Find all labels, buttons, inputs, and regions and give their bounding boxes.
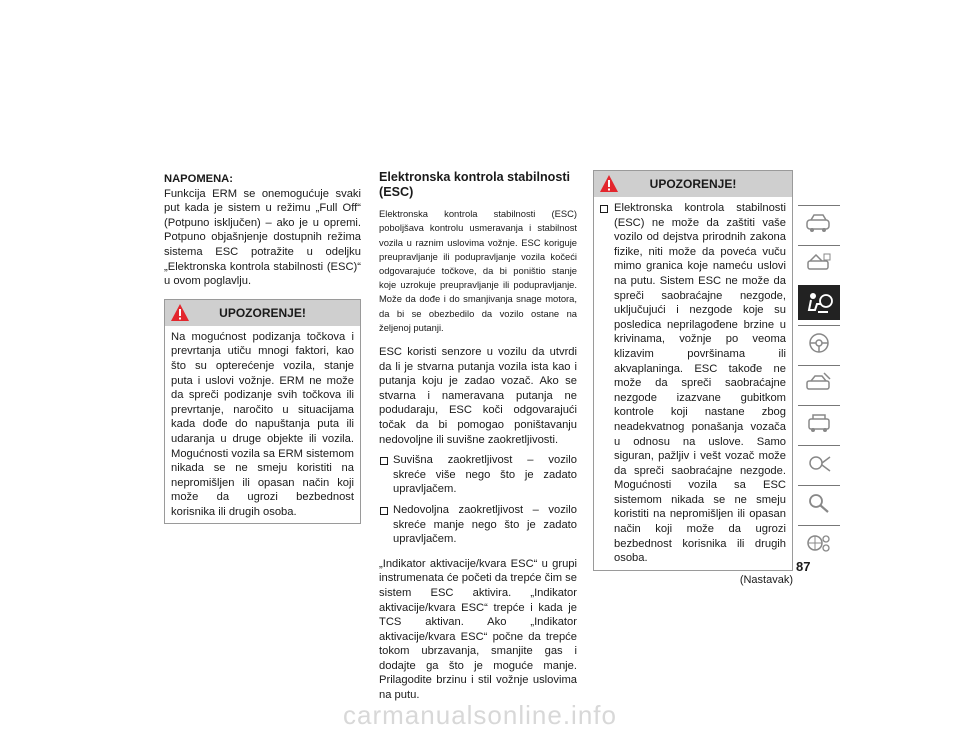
warning-title: UPOZORENJE! (219, 305, 306, 320)
warning-triangle-icon (599, 174, 619, 193)
list-item-text: Suvišna zaokretljivost – vozilo skreće više nego što je zadato upravljačem. (393, 454, 577, 496)
warning-header (594, 171, 792, 197)
tab-driving[interactable] (798, 325, 840, 360)
warning-text: Na mogućnost podizanja točkova i prevrtanja utiču mnogi faktori, kao što su opterećenje vozila, stanje puta i uslovi vožnje. ERM ne može da spreči podizanje svih točkova ili prevrtanje, naročito u situacijama kada dođe do napuštanja puta ili udaranja u druge objekte ili vozila. Mogućnosti vozila sa ERM sistemom nikada se ne smeju koristiti na nepromišljen ili opasan način koji može da ugrozi bezbednost korisnika ili drugih osoba. (171, 330, 354, 518)
warning-triangle-icon (170, 303, 190, 322)
left-column (164, 172, 361, 524)
middle-column (379, 170, 577, 703)
car-service-icon (804, 411, 834, 435)
page-number: 87 (796, 559, 811, 574)
intro-paragraph: Elektronska kontrola stabilnosti (ESC) poboljšava kontrolu usmeravanja i stabilnost vozila u raznim uslovima vožnje. ESC koriguje preupravljanje ili podupravljanje vozila kočeći odgovarajuće točkove, da bi poništio stanje koje uzrokuje preupravljanje ili podupravljanje. Može da dođe i do smanjivanja snage motora, da bi se obezbedilo da vozilo ostane na željenoj putanji. (379, 208, 577, 333)
list-item (379, 503, 577, 547)
car-dashboard-icon (804, 211, 834, 235)
warning-title: UPOZORENJE! (649, 177, 737, 191)
warning-text: Elektronska kontrola stabilnosti (ESC) ne može da zaštiti vaše vozilo od dejstva prirodnih zakona fizike, niti može da poveća vuču mimo granica koje nameću uslovi na putu. Sistem ESC ne može da spreči saobraćajne nezgode, uključujući i nezgode koje su posledica neprilagođene brzine u krivinama, vožnje po veoma klizavim površinama ili akvaplaninga. ESC takođe ne može da spreči saobraćajne nezgode izazvane gubitkom kontrole koji nastane zbog neadekvatnog ponašanja vozača u odnosu na uslove. Samo siguran, pažljiv i vešt vozač može da spreči saobraćajne nezgode. Mogućnosti vozila sa ESC sistemom nikada se ne smeju koristiti na nepromišljen ili opasan način koji može da ugrozi bezbednost korisnika ili drugih osoba. (614, 202, 786, 565)
tab-emergency[interactable] (798, 365, 840, 400)
search-index-icon (804, 491, 834, 515)
car-info-icon (804, 251, 834, 275)
tab-maintenance[interactable] (798, 445, 840, 480)
section-title: Elektronska kontrola stabilnosti (ESC) (379, 170, 571, 199)
tab-index[interactable] (798, 485, 840, 520)
list-item (379, 453, 577, 497)
watermark: carmanualsonline.info (343, 700, 617, 730)
tab-safety[interactable] (798, 285, 840, 320)
chapter-tabs (798, 205, 840, 565)
note-text: Funkcija ERM se onemogućuje svaki put kada je sistem u režimu „Full Off“ (Potpuno isključen) – ako je u opremi. Potpuno objašnjenje dostupnih režima sistema ESC potražite u odeljku „Elektronska kontrola stabilnosti (ESC)“ u ovom poglavlju. (164, 187, 361, 288)
paragraph-indicator: „Indikator aktivacije/kvara ESC“ u grupi instrumenata će početi da trepće čim se sistem ESC aktivira. „Indikator aktivacije/kvara ESC“ trepće i kada je TCS aktivan. Ako „Indikator aktivacije/kvara ESC“ počne da trepće tokom ubrzavanja, smanjite gas i dodajte ga što je moguće manje. Prilagodite brzinu i stil vožnje uslovima na putu. (379, 557, 577, 702)
note-title: NAPOMENA: (164, 173, 233, 185)
multilingual-icon (804, 531, 834, 555)
tab-service[interactable] (798, 405, 840, 440)
warning-box-esc (593, 170, 793, 571)
checkbox-bullet-icon (380, 507, 388, 515)
paragraph-sensors: ESC koristi senzore u vozilu da utvrdi da li je stvarna putanja vozila ista kao i putanja koju je zadao vozač. Ako se stvarna i nameravana putanja ne podudaraju, ESC koči odgovarajući točak da bi pomogao poništavanju nedovoljne ili suvišne zaokretljivosti. (379, 346, 577, 446)
checkbox-bullet-icon (600, 205, 608, 213)
airbag-safety-icon (804, 290, 834, 316)
tab-info[interactable] (798, 245, 840, 280)
car-emergency-icon (804, 371, 834, 395)
car-maintenance-icon (804, 451, 834, 475)
bullet-list (379, 453, 577, 547)
warning-header (165, 300, 360, 326)
checkbox-bullet-icon (380, 457, 388, 465)
warning-body (594, 197, 792, 570)
warning-box-erm (164, 299, 361, 525)
steering-wheel-icon (804, 331, 834, 355)
continued-label: (Nastavak) (739, 573, 793, 586)
right-column (593, 170, 793, 587)
list-item-text: Nedovoljna zaokretljivost – vozilo skreće manje nego što je zadato upravljačem. (393, 503, 577, 546)
tab-dashboard[interactable] (798, 205, 840, 240)
tab-languages[interactable] (798, 525, 840, 560)
